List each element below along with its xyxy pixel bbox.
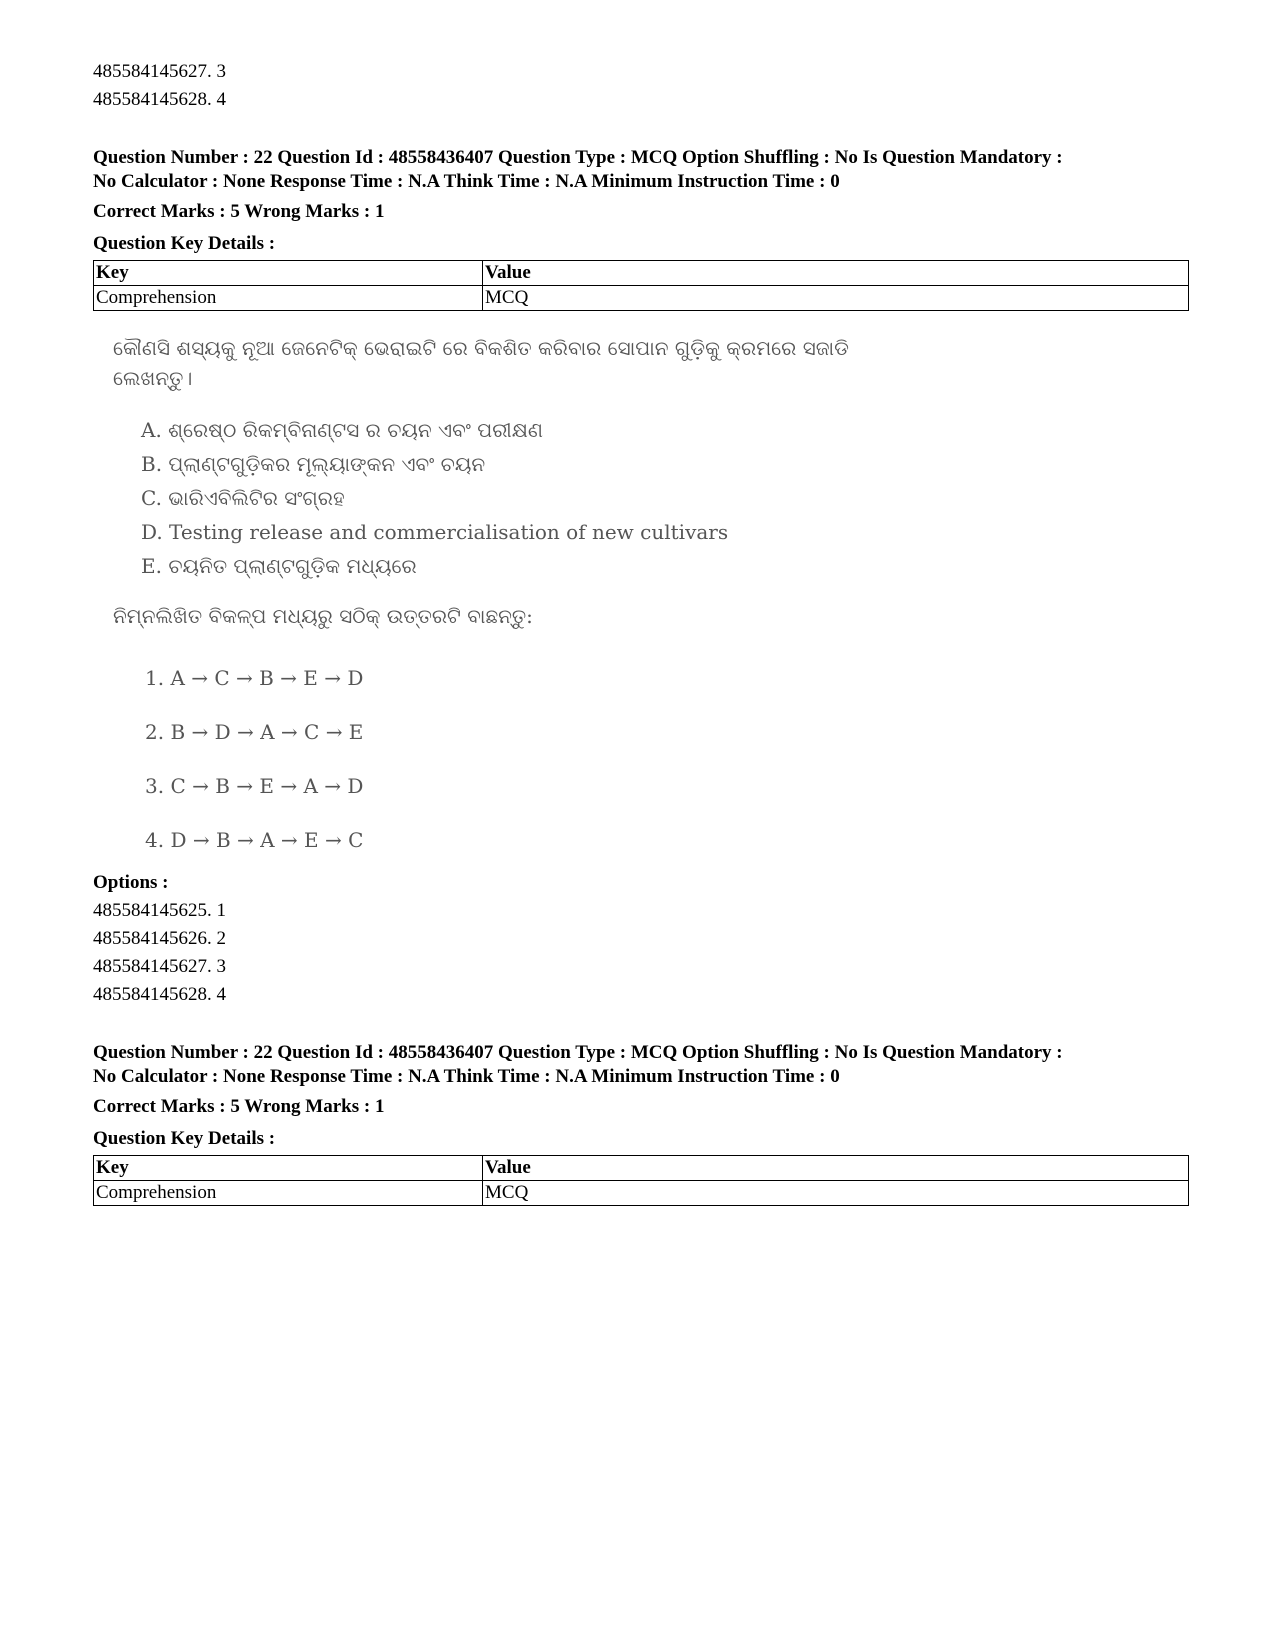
option-line: 485584145625. 1 [93,900,226,921]
question-stem: କୌଣସି ଶସ୍ୟକୁ ନୂଆ ଜେନେଟିକ୍ ଭେରାଇଟି ରେ ବିକଶିତ କରିବାର ସୋପାନ ଗୁଡ଼ିକୁ କ୍ରମରେ ସଜାଡି ଲେଖନ୍ତୁ। [113,336,849,390]
table-cell: MCQ [483,1181,1189,1206]
answer-sequence: 4. D → B → A → E → C [145,828,364,852]
question-item: A. ଶ୍ରେଷ୍ଠ ରିକମ୍ବିନାଣ୍ଟସ ର ଚୟନ ଏବଂ ପରୀକ୍ଷଣ [141,418,544,442]
question-meta [93,1041,1188,1089]
table-header-row [94,1156,1189,1181]
question-meta [93,146,1188,194]
option-line: 485584145628. 4 [93,89,226,110]
question-header-block [93,1041,1188,1206]
table-header-cell: Key [94,1156,483,1181]
table-row [94,1181,1189,1206]
table-header-cell: Value [483,261,1189,286]
question-meta-line: No Calculator : None Response Time : N.A Think Time : N.A Minimum Instruction Time : 0 [93,171,840,192]
option-line: 485584145626. 2 [93,928,226,949]
table-cell: Comprehension [94,1181,483,1206]
table-header-row [94,261,1189,286]
answer-sequences [145,651,883,867]
option-line: 485584145628. 4 [93,984,226,1005]
key-details-label: Question Key Details : [93,1128,276,1149]
option-line: 485584145627. 3 [93,956,226,977]
question-instruction: ନିମ୍ନଲିଖିତ ବିକଳ୍ପ ମଧ୍ୟରୁ ସଠିକ୍ ଉତ୍ତରଟି ବାଛନ୍ତୁ: [113,604,533,628]
question-header-block [93,146,1188,311]
question-item: D. Testing release and commercialisation of new cultivars [141,520,729,544]
answer-sequence: 1. A → C → B → E → D [145,666,364,690]
document-page [93,58,1188,1206]
answer-sequence: 2. B → D → A → C → E [145,720,364,744]
key-details-table [93,1155,1189,1206]
table-row [94,286,1189,311]
question-item: E. ଚୟନିତ ପ୍ଲାଣ୍ଟଗୁଡ଼ିକ ମଧ୍ୟରେ [141,554,417,578]
answer-sequence: 3. C → B → E → A → D [145,774,364,798]
marks-line: Correct Marks : 5 Wrong Marks : 1 [93,1096,385,1117]
table-header-cell: Value [483,1156,1189,1181]
table-cell: MCQ [483,286,1189,311]
question-item: B. ପ୍ଲାଣ୍ଟଗୁଡ଼ିକର ମୂଲ୍ୟାଙ୍କନ ଏବଂ ଚୟନ [141,452,486,476]
question-meta-line: No Calculator : None Response Time : N.A Think Time : N.A Minimum Instruction Time : 0 [93,1066,840,1087]
key-details-table [93,260,1189,311]
options-label: Options : [93,872,169,893]
key-details-label: Question Key Details : [93,233,276,254]
table-cell: Comprehension [94,286,483,311]
option-line: 485584145627. 3 [93,61,226,82]
question-meta-line: Question Number : 22 Question Id : 48558436407 Question Type : MCQ Option Shuffling : No Is Question Mandatory : [93,1042,1063,1063]
question-image [113,333,883,867]
question-item: C. ଭାରିଏବିଲିଟିର ସଂଗ୍ରହ [141,486,345,510]
question-meta-line: Question Number : 22 Question Id : 48558436407 Question Type : MCQ Option Shuffling : No Is Question Mandatory : [93,147,1063,168]
question-items [141,413,883,583]
table-header-cell: Key [94,261,483,286]
marks-line: Correct Marks : 5 Wrong Marks : 1 [93,201,385,222]
